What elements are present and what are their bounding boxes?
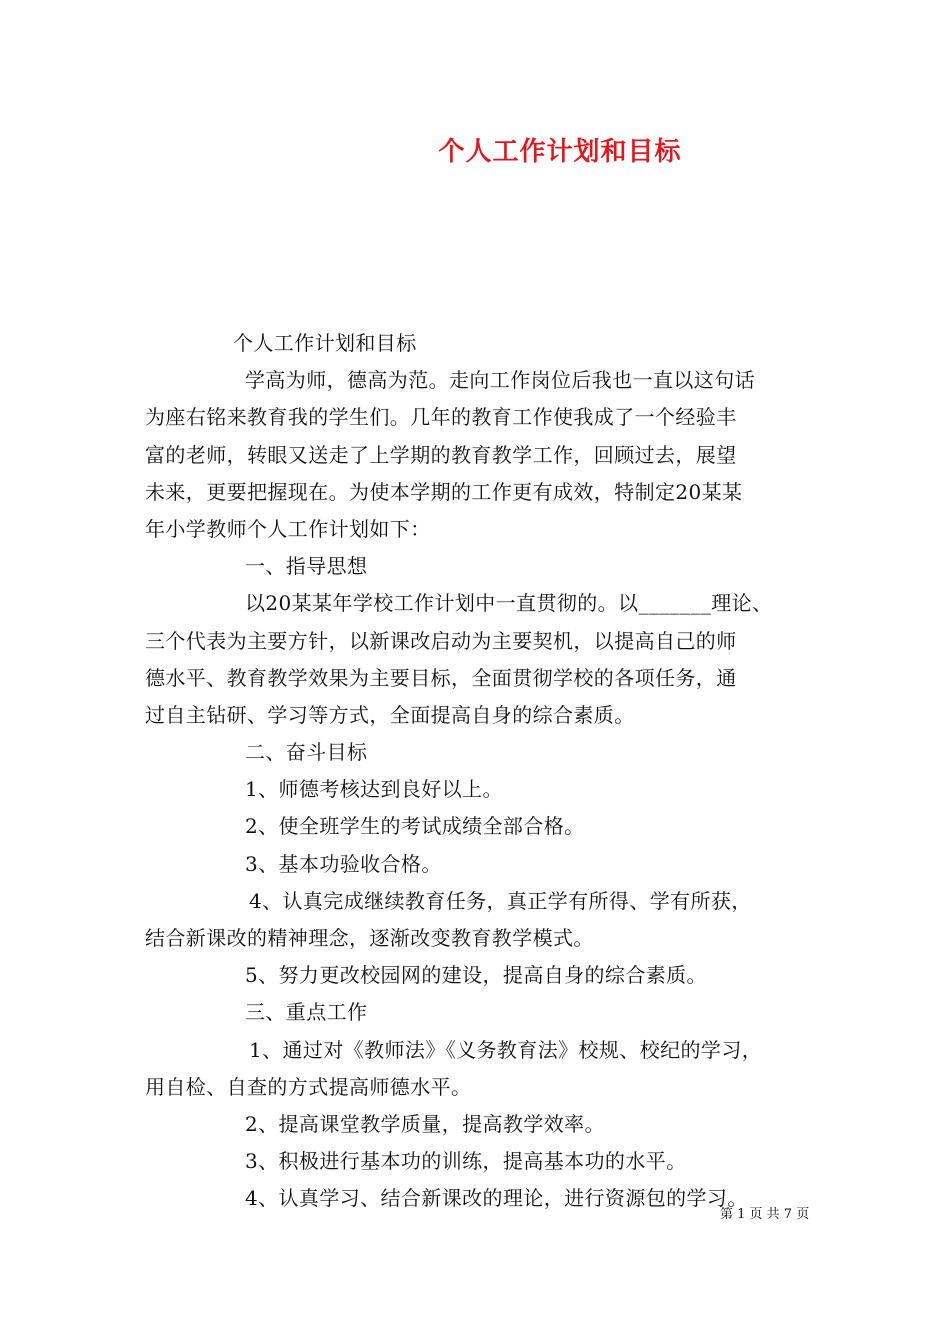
paragraph-line: 年小学教师个人工作计划如下： bbox=[145, 516, 431, 541]
section-heading: 二、奋斗目标 bbox=[245, 740, 368, 765]
document-subtitle: 个人工作计划和目标 bbox=[233, 331, 417, 355]
paragraph-line: 用自检、自查的方式提高师德水平。 bbox=[145, 1074, 472, 1099]
page-number: 第 1 页 共 7 页 bbox=[720, 1207, 810, 1222]
section-heading: 三、重点工作 bbox=[245, 1000, 368, 1025]
document-body bbox=[145, 325, 810, 1218]
paragraph-line: 过自主钻研、学习等方式，全面提高自身的综合素质。 bbox=[145, 702, 635, 727]
list-item: 4、认真完成继续教育任务，真正学有所得、学有所获， bbox=[249, 888, 752, 913]
paragraph-line: 以20某某年学校工作计划中一直贯彻的。以_______理论、 bbox=[245, 591, 773, 616]
paragraph-line: 三个代表为主要方针，以新课改启动为主要契机，以提高自己的师 bbox=[145, 628, 737, 653]
paragraph-line: 德水平、教育教学效果为主要目标，全面贯彻学校的各项任务，通 bbox=[145, 665, 737, 690]
paragraph-line: 学高为师，德高为范。走向工作岗位后我也一直以这句话 bbox=[245, 368, 755, 393]
list-item: 1、通过对《教师法》《义务教育法》校规、校纪的学习， bbox=[249, 1037, 763, 1062]
page-title: 个人工作计划和目标 bbox=[438, 137, 682, 167]
paragraph-line: 为座右铭来教育我的学生们。几年的教育工作使我成了一个经验丰 bbox=[145, 405, 737, 430]
list-item: 4、认真学习、结合新课改的理论，进行资源包的学习。 bbox=[245, 1186, 748, 1211]
list-item: 2、使全班学生的考试成绩全部合格。 bbox=[245, 814, 585, 839]
section-heading: 一、指导思想 bbox=[245, 554, 368, 579]
list-item: 3、基本功验收合格。 bbox=[245, 851, 442, 876]
list-item: 5、努力更改校园网的建设，提高自身的综合素质。 bbox=[245, 963, 707, 988]
list-item: 3、积极进行基本功的训练，提高基本功的水平。 bbox=[245, 1149, 687, 1174]
list-item: 1、师德考核达到良好以上。 bbox=[245, 777, 503, 802]
list-item: 2、提高课堂教学质量，提高教学效率。 bbox=[245, 1111, 605, 1136]
paragraph-line: 富的老师，转眼又送走了上学期的教育教学工作，回顾过去，展望 bbox=[145, 442, 737, 467]
paragraph-line: 结合新课改的精神理念，逐渐改变教育教学模式。 bbox=[145, 926, 594, 950]
paragraph-line: 未来，更要把握现在。为使本学期的工作更有成效，特制定20某某 bbox=[145, 479, 743, 504]
